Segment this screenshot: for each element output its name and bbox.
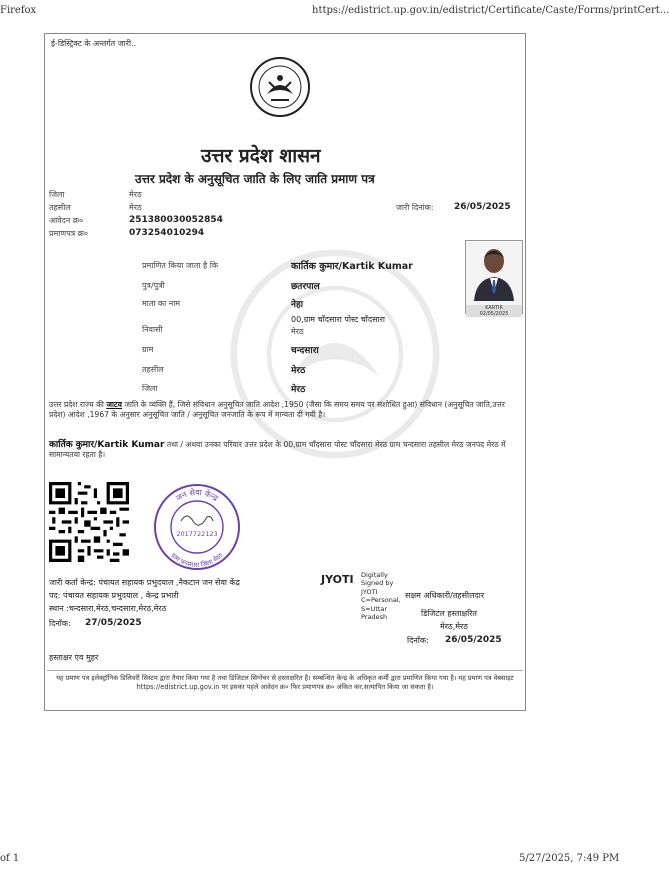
issuer-place: स्थान :चन्दसारा,मेरठ,चन्दसारा,मेरठ,मेरठ — [49, 604, 167, 613]
applicant-name: कार्तिक कुमार/Kartik Kumar — [291, 261, 413, 272]
officer-date-label: दिनाँक: — [407, 636, 429, 645]
application-number: 251380030052854 — [129, 215, 223, 225]
officer-date: 26/05/2025 — [445, 635, 502, 645]
jyoti-signature: JYOTI — [321, 573, 354, 586]
field-label: निवासी — [142, 325, 163, 334]
meta-label: तहसील — [49, 203, 71, 212]
field-label: पुत्र/पुत्री — [142, 281, 165, 290]
officer-signature-status: डिजिटल हस्ताक्षरित — [421, 609, 477, 618]
residence-paragraph — [49, 440, 519, 460]
district-value: मेरठ — [291, 385, 306, 395]
tehsil-value: मेरठ — [291, 366, 306, 376]
certificate-subtitle: उत्तर प्रदेश के अनुसूचित जाति के लिए जाति प्रमाण पत्र — [135, 172, 375, 186]
field-label: जिला — [142, 384, 158, 393]
footer-note: यह प्रमाण पत्र इलेक्ट्रॉनिक डिलिवरी सिस्टम द्वारा तैयार किया गया है तथा डिजिटल सिग्नेचर से हस्ताक्षरित है। सम्बन्धित केन्द्र के अधिकृत कर्मी द्वारा प्रमाणित किया गया है। यह प्रमाण पत्र वेबसाइट https://edistrict.up.gov.in पर इसका पहले आवेदन क्र० फिर प्रमाणपत्र क्र० अंकित कर,सत्यापित किया जा सकता है। — [56, 674, 514, 691]
dsig-line: Signed by — [361, 579, 394, 588]
emblem-watermark — [225, 244, 445, 464]
page-count: of 1 — [0, 853, 20, 864]
certificate — [44, 33, 526, 711]
certification-paragraph — [49, 400, 519, 420]
field-label: प्रमाणित किया जाता है कि — [142, 261, 219, 270]
issuer-designation: पद: पंचायत सहायक प्रभुदयाल , केन्द्र प्रभारी — [49, 591, 179, 600]
para-applicant-name: कार्तिक कुमार/Kartik Kumar — [49, 440, 165, 450]
para-text: उत्तर प्रदेश राज्य की — [49, 400, 104, 409]
meta-value: मेरठ — [129, 190, 142, 199]
caste-name: जाटव — [106, 400, 122, 409]
page-title: उत्तर प्रदेश शासन — [201, 145, 321, 167]
browser-app-name: Firefox — [0, 5, 37, 16]
digital-signature-block — [361, 571, 401, 621]
father-name: छतरपाल — [291, 282, 320, 292]
issue-date-label: जारी दिनांक: — [396, 203, 434, 212]
divider — [47, 670, 523, 671]
qr-code-icon — [49, 482, 129, 562]
meta-label: आवेदन क्र० — [49, 216, 84, 225]
photo-caption: KARTIK — [466, 305, 522, 311]
address-value: 00,ग्राम चाँदसारा पोस्ट चाँदसारा — [291, 315, 385, 324]
issuer-date: 27/05/2025 — [85, 618, 142, 628]
field-label: तहसील — [142, 365, 164, 374]
person-photo-icon — [466, 241, 522, 301]
sign-and-seal: हस्ताक्षर एंव मुहर — [49, 653, 99, 662]
dsig-line: Pradesh — [361, 613, 388, 622]
dsig-line: Digitally — [361, 571, 388, 579]
issue-date: 26/05/2025 — [454, 202, 511, 212]
para-text: जाति के व्यक्ति हैं, जिसे संविधान अनुसूचित जाति आदेश ,1950 (जैसा कि समय समय पर संशोधित हुआ) संविधान (अनुसूचित जाति,उत्तर प्रदेश) आदेश ,1967 के अनुसार अनुसूचित जाति / अनुसूचित जनजाति के रूप में मान्यता दी गयी है। — [49, 400, 505, 419]
header-note: ई-डिस्ट्रिक्ट के अन्तर्गत जारी.. — [51, 39, 137, 48]
stamp-bottom-text: ग्राम चन्दसारा जिला मेरठ — [169, 551, 225, 570]
applicant-photo — [465, 240, 523, 317]
address-value-2: मेरठ — [291, 327, 304, 336]
certificate-number: 073254010294 — [129, 228, 205, 238]
print-datetime: 5/27/2025, 7:49 PM — [519, 853, 620, 864]
photo-date: 02/05/2025 — [466, 311, 522, 317]
officer-title: सक्षम अधिकारी/तहसीलदार — [405, 591, 485, 600]
issuer-date-label: दिनाँक: — [49, 619, 71, 628]
stamp-code: 2017722123 — [176, 530, 218, 538]
para-text: तथा / अथवा उनका परिवार उत्तर प्रदेश के 00,ग्राम चाँदसारा पोस्ट चाँदसारा मेरठ ग्राम चन्दसारा तहसील मेरठ जनपद मेरठ में सामान्यतया रहता है। — [49, 440, 506, 459]
field-label: ग्राम — [142, 345, 154, 354]
mother-name: नेहा — [291, 300, 304, 310]
page-url: https://edistrict.up.gov.in/edistrict/Certificate/Caste/Forms/printCert... — [312, 5, 669, 16]
dsig-line: S=Uttar — [361, 604, 388, 613]
issuer-center: जारी कर्ता केन्द्र: पंचायत सहायक प्रभुदयाल ,नैकटान जन सेवा केंद्र — [49, 578, 240, 587]
meta-value: मेरठ — [129, 203, 142, 212]
up-emblem-logo — [249, 56, 311, 118]
jan-seva-kendra-stamp — [151, 481, 243, 573]
stamp-top-text: जन सेवा केन्द्र — [174, 487, 220, 503]
village-value: चन्दसारा — [291, 346, 319, 356]
officer-place: मेरठ,मेरठ — [440, 622, 468, 631]
meta-label: जिला — [49, 190, 65, 199]
meta-label: प्रमाणपत्र क्र० — [49, 229, 88, 238]
dsig-line: C=Personal, — [361, 596, 401, 605]
dsig-line: JYOTI — [361, 587, 378, 596]
field-label: माता का नाम — [142, 299, 181, 308]
